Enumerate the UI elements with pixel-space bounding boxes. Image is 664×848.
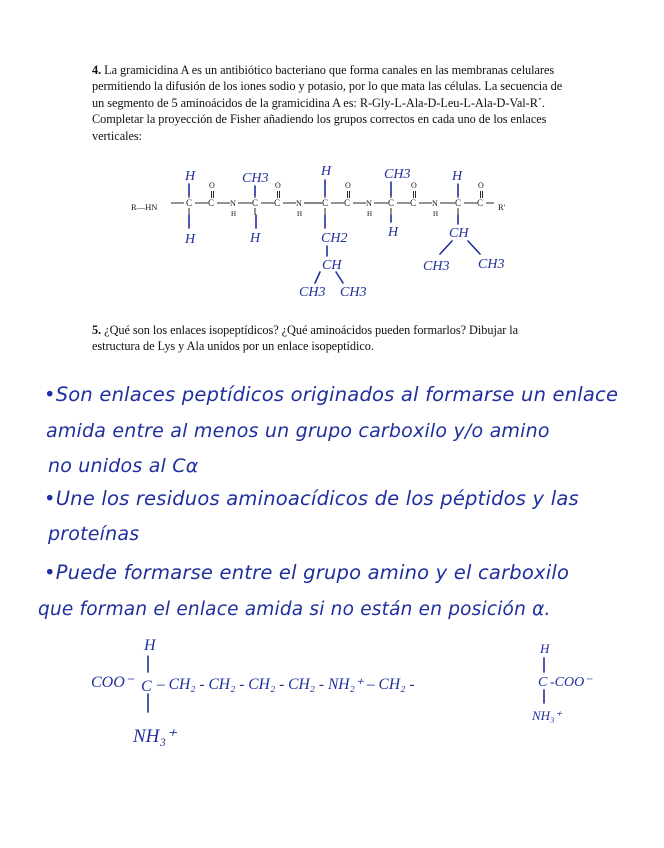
carbonyl-oxygen: O [411, 181, 417, 190]
answer-line-5: proteínas [48, 523, 140, 545]
alpha-carbon: C [455, 198, 462, 208]
amide-hydrogen: H [231, 210, 237, 218]
carbonyl-oxygen: O [275, 181, 281, 190]
struct-h-left: H [144, 637, 156, 654]
amide-nitrogen: N [432, 199, 438, 208]
carbonyl-oxygen: O [345, 181, 351, 190]
carbonyl-carbon: C [344, 198, 351, 208]
struct-coo-right: -COO⁻ [550, 675, 592, 690]
carbonyl-oxygen: O [478, 181, 484, 190]
struct-coo-left: COO⁻ [91, 674, 134, 691]
question-4-text: La gramicidina A es un antibiótico bacteriano que forma canales en las membranas celulares permitiendo la difusión de los iones sodio y potasio, por lo que mata las células. La secuencia de un segmento de 5 aminoácidos de la gramicidina A es: R-Gly-L-Ala-D-Leu-L-Ala-D-Val-R´. Completar la proyección de Fisher añadiendo los grupos correctos en cada uno de los enlaces verticales: [92, 63, 563, 143]
carbonyl-carbon: C [208, 198, 215, 208]
carbonyl-carbon: C [410, 198, 417, 208]
fisher-right-end: R' [498, 202, 506, 212]
struct-right-c: C [538, 675, 548, 690]
fisher-projection [0, 0, 664, 320]
question-4-number: 4. [92, 63, 102, 77]
carbonyl-carbon: C [477, 198, 484, 208]
hw-bottom-leu: CH2 [321, 231, 348, 246]
alpha-carbon: C [322, 198, 329, 208]
hw-bottom-ala2: H [388, 225, 399, 240]
carbonyl-oxygen: O [209, 181, 215, 190]
amide-hydrogen: H [297, 210, 303, 218]
hw-leu-ch3-a: CH3 [299, 285, 326, 300]
question-5-text: ¿Qué son los enlaces isopeptídicos? ¿Qué aminoácidos pueden formarlos? Dibujar la estructura de Lys y Ala unidos por un enlace isopeptídico. [92, 323, 519, 354]
alpha-carbon: C [388, 198, 395, 208]
question-5-number: 5. [92, 323, 102, 337]
hw-val-ch3-b: CH3 [478, 257, 505, 272]
amide-nitrogen: N [230, 199, 236, 208]
answer-line-7: que forman el enlace amida si no están en posición α. [38, 599, 551, 620]
isopeptide-structure [0, 620, 664, 750]
struct-alpha-c: C [141, 678, 152, 695]
hw-top-ala2: CH3 [384, 167, 411, 182]
alpha-carbon: C [252, 198, 259, 208]
hw-bottom-gly: H [185, 232, 196, 247]
struct-h-right: H [540, 641, 550, 656]
fisher-left-end: R—HN [131, 202, 158, 212]
hw-leu-ch3-b: CH3 [340, 285, 367, 300]
amide-nitrogen: N [296, 199, 302, 208]
amide-nitrogen: N [366, 199, 372, 208]
struct-nh3-right: NH₃⁺ [532, 708, 562, 723]
carbonyl-carbon: C [274, 198, 281, 208]
struct-chain: – CH₂ - CH₂ - CH₂ - CH₂ - NH₂⁺ – CH₂ - [157, 676, 415, 693]
hw-top-gly: H [185, 169, 196, 184]
answer-line-1: •Son enlaces peptídicos originados al formarse un enlace [44, 383, 619, 406]
hw-bottom-ala1: H [250, 231, 261, 246]
amide-hydrogen: H [367, 210, 373, 218]
hw-val-ch3-a: CH3 [423, 259, 450, 274]
hw-bottom-val: CH [449, 226, 469, 241]
hw-leu-ch: CH [322, 258, 342, 273]
hw-top-leu: H [321, 164, 332, 179]
answer-line-2: amida entre al menos un grupo carboxilo y/o amino [46, 420, 550, 442]
hw-top-val: H [452, 169, 463, 184]
answer-line-3: no unidos al Cα [48, 455, 199, 477]
answer-line-6: •Puede formarse entre el grupo amino y el carboxilo [44, 561, 570, 584]
alpha-carbon: C [186, 198, 193, 208]
hw-top-ala1: CH3 [242, 171, 269, 186]
answer-line-4: •Une los residuos aminoacídicos de los péptidos y las [44, 487, 579, 510]
struct-nh3-left: NH₃⁺ [133, 726, 177, 747]
fisher-backbone [171, 181, 494, 218]
question-5 [92, 322, 532, 355]
amide-hydrogen: H [433, 210, 439, 218]
